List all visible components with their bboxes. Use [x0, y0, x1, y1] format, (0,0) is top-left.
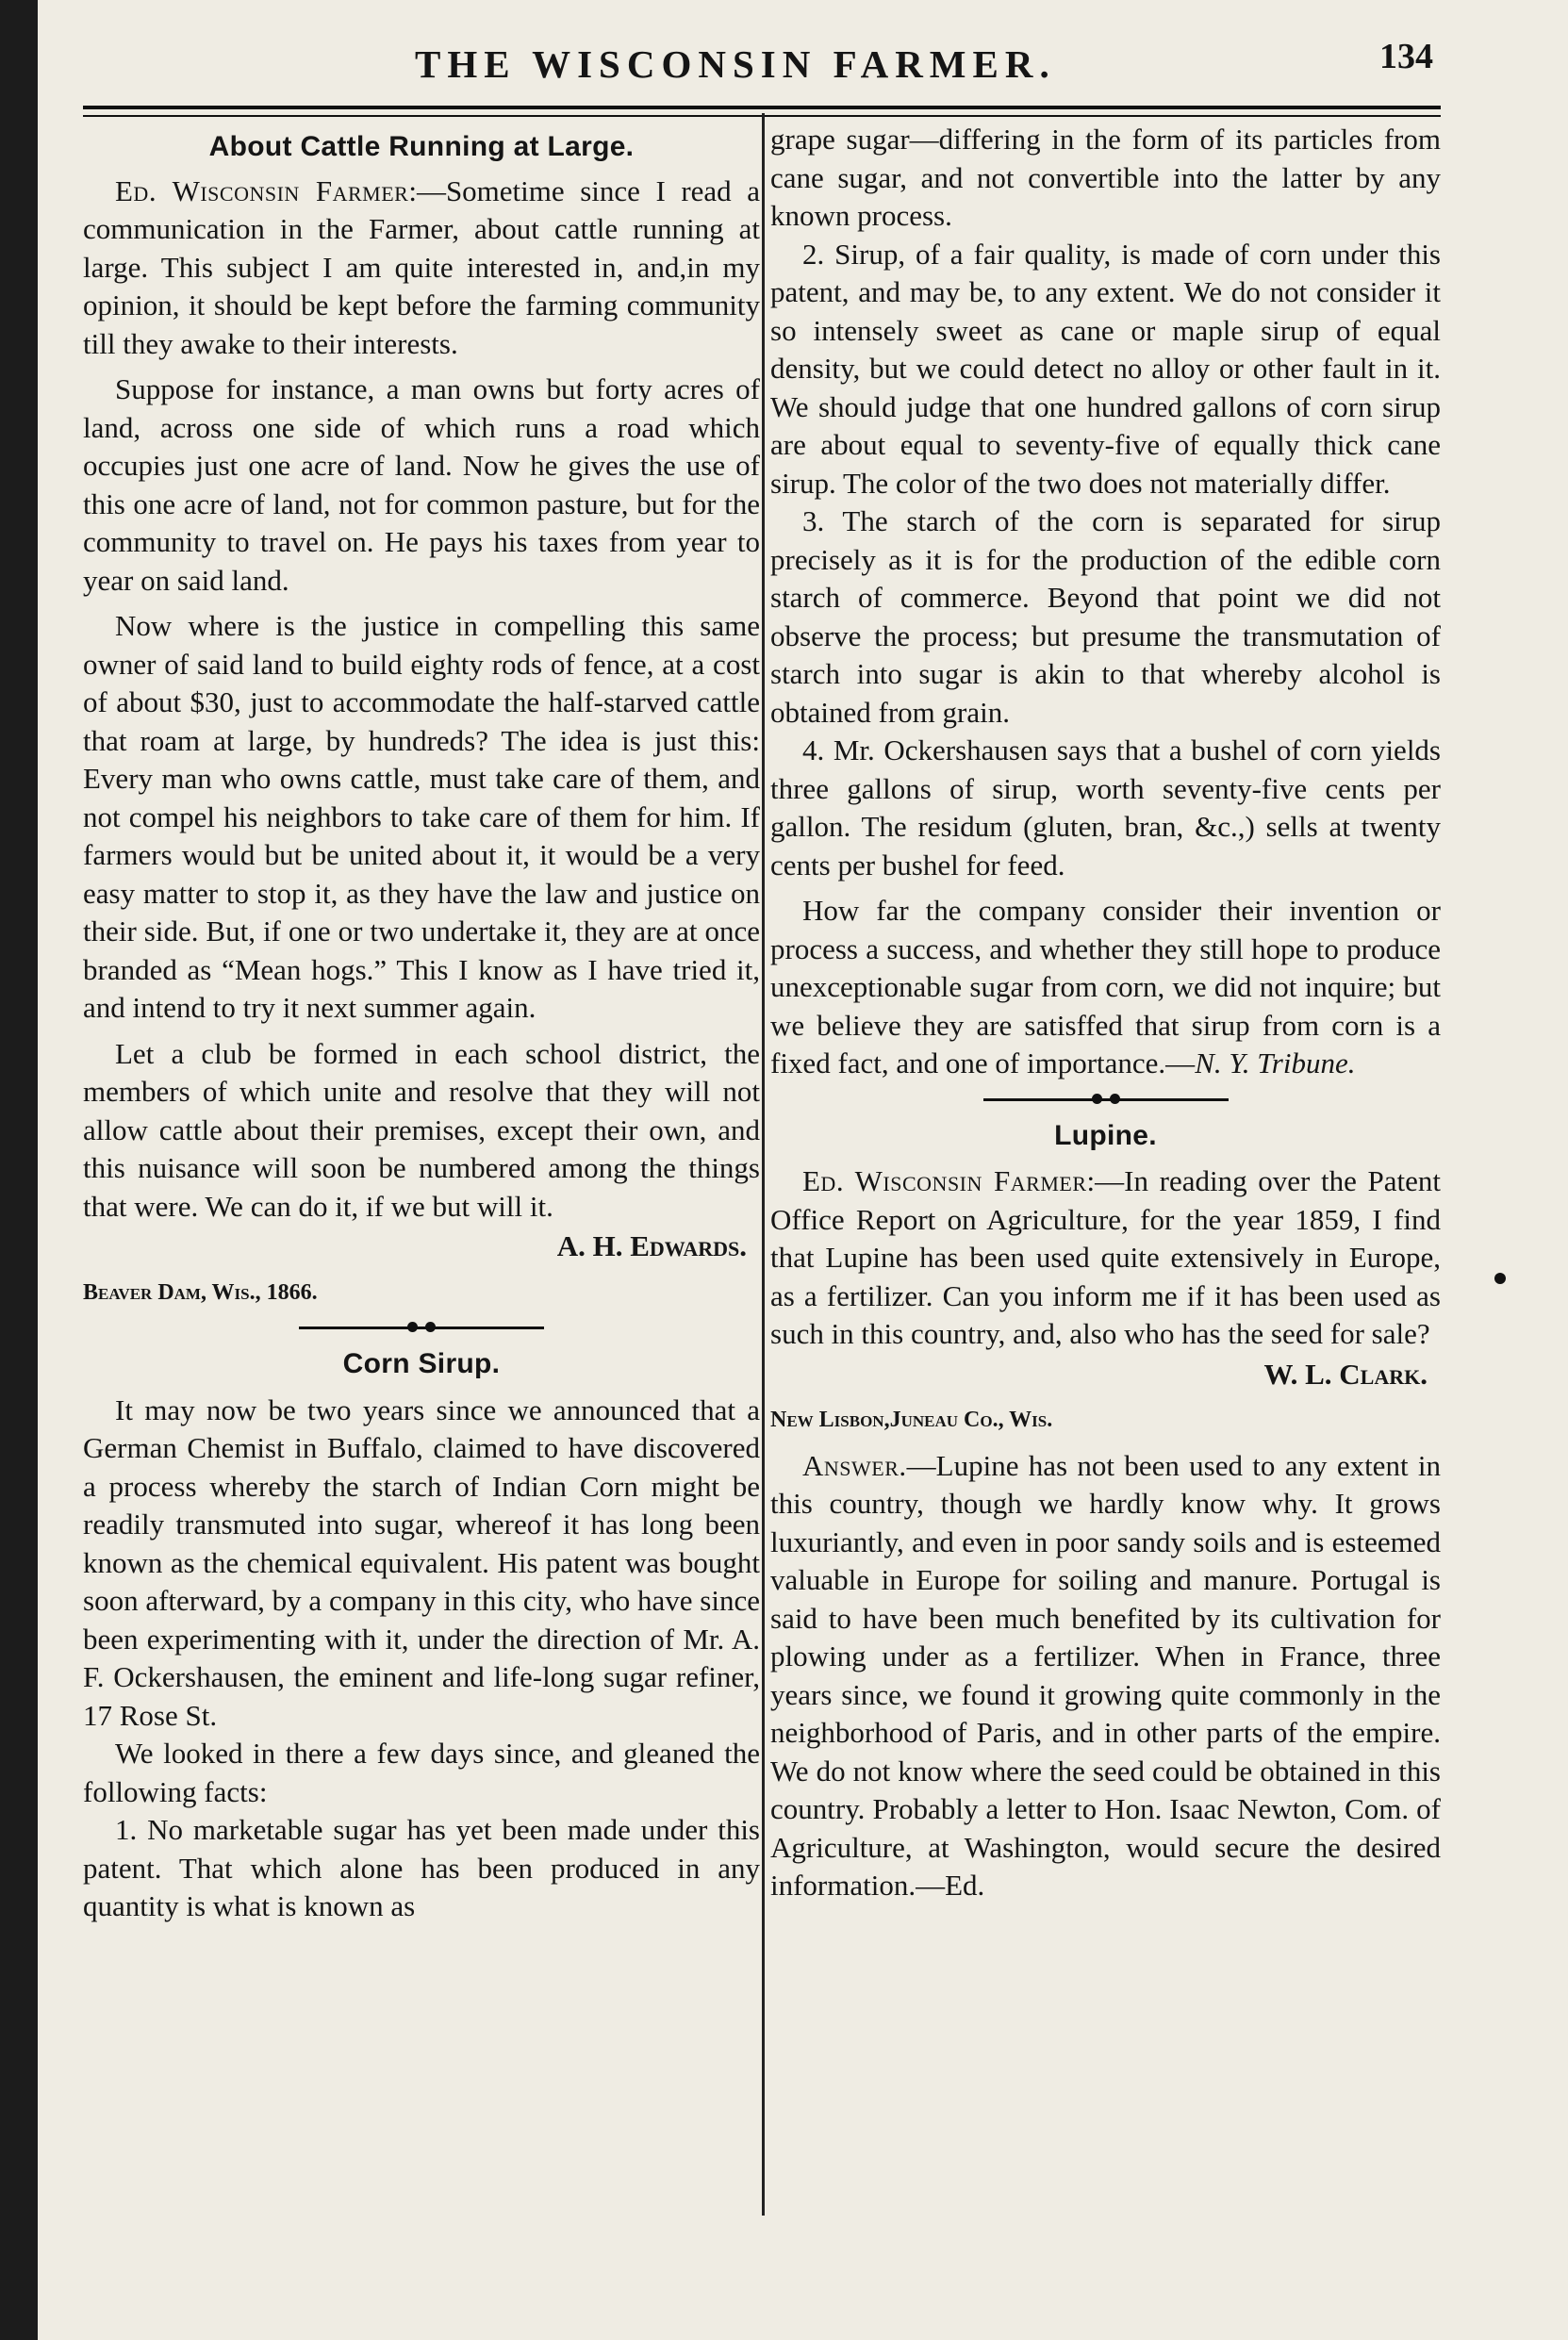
page-number: 134 — [1379, 37, 1433, 76]
author-signature: A. H. Edwards. — [556, 1229, 747, 1262]
masthead-title: THE WISCONSIN FARMER. — [415, 42, 1056, 86]
paragraph: grape sugar—differing in the form of its particles from cane sugar, and not convertible into the latter by any known process. — [770, 123, 1441, 232]
paragraph: It may now be two years since we announced that a German Chemist in Buffalo, claimed to have discovered a process whereby the starch of Indian Corn might be readily transmuted into sugar, whereof it has long been known as the chemical equivalent. His patent was bought soon afterward, by a company in this city, who have since been experimenting with it, under the direction of Mr. A. F. Ockershausen, the eminent and life-long sugar refiner, 17 Rose St. — [83, 1392, 760, 1732]
paragraph: 4. Mr. Ockershausen says that a bushel of corn yields three gallons of sirup, worth seventy-five cents per gallon. The residum (gluten, bran, &c.,) sells at twenty cents per bushel for feed. — [770, 733, 1441, 882]
section-divider — [299, 1319, 544, 1336]
paragraph: Ed. Wisconsin Farmer:—In reading over the Patent Office Report on Agriculture, for the year 1859, I find that Lupine has been used quite extensively in Europe, as a fertilizer. Can you inform me if it has been used as such in this country, and, also who has the seed for sale? — [770, 1164, 1441, 1350]
column-divider — [762, 113, 765, 2216]
paragraph: Let a club be formed in each school district, the members of which unite and resolve that they will not allow cattle about their premises, except their own, and this nuisance will soon be numbered among the things that were. We can do it, if we but will it. — [83, 1036, 760, 1223]
salutation: Ed. Wisconsin Farmer — [115, 173, 409, 207]
paragraph: 1. No marketable sugar has yet been made under this patent. That which alone has been produced in any quantity is what is known as — [83, 1813, 760, 1922]
stray-ink-mark — [1494, 1273, 1506, 1284]
scan-page-edge — [0, 0, 38, 2340]
dateline: Beaver Dam, Wis., 1866. — [83, 1279, 318, 1305]
left-column — [83, 121, 760, 1926]
paragraph: Answer.—Lupine has not been used to any extent in this country, though we hardly know why. It grows luxuriantly, and even in poor sandy soils and is esteemed valuable in Europe for soiling and manure. Portugal is said to have been much benefited by its cultivation for plowing under as a fertilizer. When in France, three years since, we found it growing quite commonly in the neighborhood of Paris, and in other parts of the empire. We do not know where the seed could be obtained in this country. Probably a letter to Hon. Isaac Newton, Com. of Agriculture, at Washington, would secure the desired information.—Ed. — [770, 1448, 1441, 1902]
section-divider — [983, 1091, 1229, 1108]
article-heading-cattle: About Cattle Running at Large. — [208, 131, 635, 162]
paragraph: 2. Sirup, of a fair quality, is made of corn under this patent, and may be, to any extent. We do not consider it so intensely sweet as cane or maple sirup of equal density, but we could detect no alloy or other fault in it. We should judge that one hundred gallons of corn sirup are about equal to seventy-five of equally thick cane sirup. The color of the two does not materially differ. — [770, 237, 1441, 500]
answer-label: Answer. — [802, 1448, 907, 1482]
paragraph: How far the company consider their invention or process a success, and whether they still hope to produce unexceptionable sugar from corn, we did not inquire; but we believe they are satisffed that sirup from corn is a fixed fact, and one of importance.—N. Y. Tribune. — [770, 894, 1441, 1079]
header-rule-thick — [83, 106, 1441, 109]
paragraph: Ed. Wisconsin Farmer:—Sometime since I read a communication in the Farmer, about cattle running at large. This subject I am quite interested in, and,in my opinion, it should be kept before the farming community till they awake to their interests. — [83, 173, 760, 360]
paragraph: Suppose for instance, a man owns but forty acres of land, across one side of which runs a road which occupies just one acre of land. Now he gives the use of this one acre of land, not for common pasture, but for the community to travel on. He pays his taxes from year to year on said land. — [83, 372, 760, 597]
paragraph: We looked in there a few days since, and gleaned the following facts: — [83, 1737, 760, 1808]
salutation: Ed. Wisconsin Farmer — [802, 1164, 1087, 1197]
paragraph: Now where is the justice in compelling this same owner of said land to build eighty rods of fence, at a cost of about $30, just to accommodate the half-starved cattle that roam at large, by hundreds? The idea is just this: Every man who owns cattle, must take care of them, and not compel his neighbors to take care of them for him. If farmers would but be united about it, it would be a very easy matter to stop it, as they have the law and justice on their side. But, if one or two undertake it, they are at once branded as “Mean hogs.” This I know as I have tried it, and intend to try it next summer again. — [83, 609, 760, 1024]
dateline: New Lisbon,Juneau Co., Wis. — [770, 1408, 1053, 1432]
article-heading-lupine: Lupine. — [1054, 1119, 1157, 1151]
paragraph: 3. The starch of the corn is separated for sirup precisely as it is for the production of the edible corn starch of commerce. Beyond that point we did not observe the process; but presume the transmutation of starch into sugar is akin to that whereby alcohol is obtained from grain. — [770, 504, 1441, 729]
author-signature: W. L. Clark. — [1263, 1357, 1428, 1391]
page-header — [57, 36, 1433, 92]
source-credit: N. Y. Tribune. — [1195, 1046, 1356, 1079]
article-heading-corn-sirup: Corn Sirup. — [342, 1348, 501, 1379]
right-column — [770, 121, 1441, 1905]
